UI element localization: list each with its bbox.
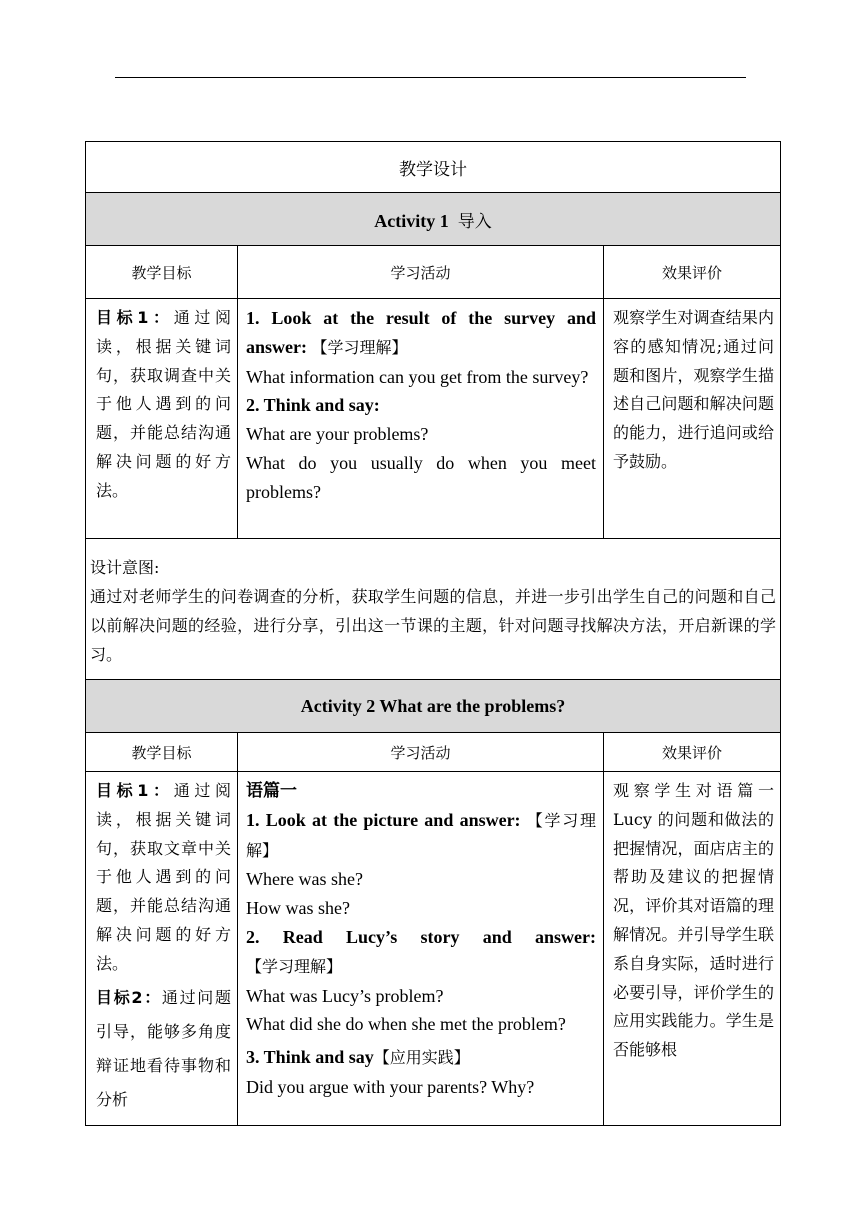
activity2-goals-cell <box>86 772 238 1126</box>
activity2-item2-title: 2. Read Lucy’s story and answer: <box>246 926 596 947</box>
activity2-goal2-label: 目标2： <box>96 987 162 1007</box>
activity1-item1-question: What information can you get from the survey? <box>246 366 589 387</box>
activity1-item2-title: 2. Think and say: <box>246 395 380 416</box>
activity2-evaluation-cell <box>604 772 781 1126</box>
activity1-item1-tag: 【学习理解】 <box>311 337 408 357</box>
activity1-header-goals: 教学目标 <box>86 246 238 299</box>
activity2-item2-question2: What did she do when she met the problem? <box>246 1014 566 1035</box>
activity2-activities-cell <box>238 772 604 1126</box>
activity2-item3-question1: Did you argue with your parents? Why? <box>246 1076 535 1097</box>
activity2-header-goals: 教学目标 <box>86 733 238 772</box>
header-rule <box>115 77 746 78</box>
activity2-header-evaluation: 效果评价 <box>604 733 781 772</box>
activity1-evaluation-cell: 观察学生对调查结果内容的感知情况;通过问题和图片，观察学生描述自己问题和解决问题的能力，进行追问或给予鼓励。 <box>604 299 781 539</box>
design-intent-text: 通过对老师学生的问卷调查的分析，获取学生问题的信息，并进一步引出学生自己的问题和自己以前解决问题的经验，进行分享，引出这一节课的主题，针对问题寻找解决方法，开启新课的学习。 <box>90 587 776 664</box>
activity2-item1-title: 1. Look at the picture and answer: <box>246 809 521 830</box>
activity1-item2-question1: What are your problems? <box>246 424 429 445</box>
activity1-goal1-text: 通过阅读，根据关键词句，获取调查中关于他人遇到的问题，并能总结沟通解决问题的好方法。 <box>96 308 231 500</box>
activity1-header-activities: 学习活动 <box>238 246 604 299</box>
activity2-section-heading: 语篇一 <box>246 781 297 801</box>
activity2-band: Activity 2 What are the problems? <box>86 680 781 733</box>
table-title: 教学设计 <box>86 142 781 193</box>
activity2-item1-question2: How was she? <box>246 898 350 919</box>
activity2-header-activities: 学习活动 <box>238 733 604 772</box>
activity1-item1-title: 1. Look at the result of the survey and answer: <box>246 308 596 357</box>
activity1-title-cn: 导入 <box>457 211 492 232</box>
activity1-design-intent <box>86 539 781 680</box>
activity2-item2-tag: 【学习理解】 <box>246 956 343 976</box>
activity1-title-en: Activity 1 <box>374 210 449 231</box>
teaching-design-table <box>85 141 781 1126</box>
activity1-header-evaluation: 效果评价 <box>604 246 781 299</box>
activity1-activities-cell <box>238 299 604 539</box>
activity2-item2-question1: What was Lucy’s problem? <box>246 985 444 1006</box>
activity2-goal2-text: 通过问题引导，能够多角度辩证地看待事物和分析 <box>96 987 231 1109</box>
activity2-item1-tag: 【学习理解】 <box>246 810 596 860</box>
activity1-goals-cell <box>86 299 238 539</box>
activity2-item3-tag: 【应用实践】 <box>373 1048 470 1068</box>
activity1-goal1-label: 目标1： <box>96 308 174 327</box>
activity2-evaluation-text: 观察学生对语篇一 Lucy 的问题和做法的把握情况，面店店主的帮助及建议的把握情况，评价其对语篇的理解情况。并引导学生联系自身实际，适时进行必要引导，评价学生的应用实践能力。学生是否能够根 <box>613 781 774 1060</box>
activity2-goal1-label: 目标1： <box>96 781 174 800</box>
activity2-item1-question1: Where was she? <box>246 869 363 890</box>
activity1-band <box>86 193 781 246</box>
activity1-item2-question2: What do you usually do when you meet problems? <box>246 452 596 502</box>
activity2-goal1-text: 通过阅读，根据关键词句，获取文章中关于他人遇到的问题，并能总结沟通解决问题的好方法。 <box>96 781 231 973</box>
design-intent-label: 设计意图: <box>90 558 160 577</box>
activity2-item3-title: 3. Think and say <box>246 1047 374 1068</box>
